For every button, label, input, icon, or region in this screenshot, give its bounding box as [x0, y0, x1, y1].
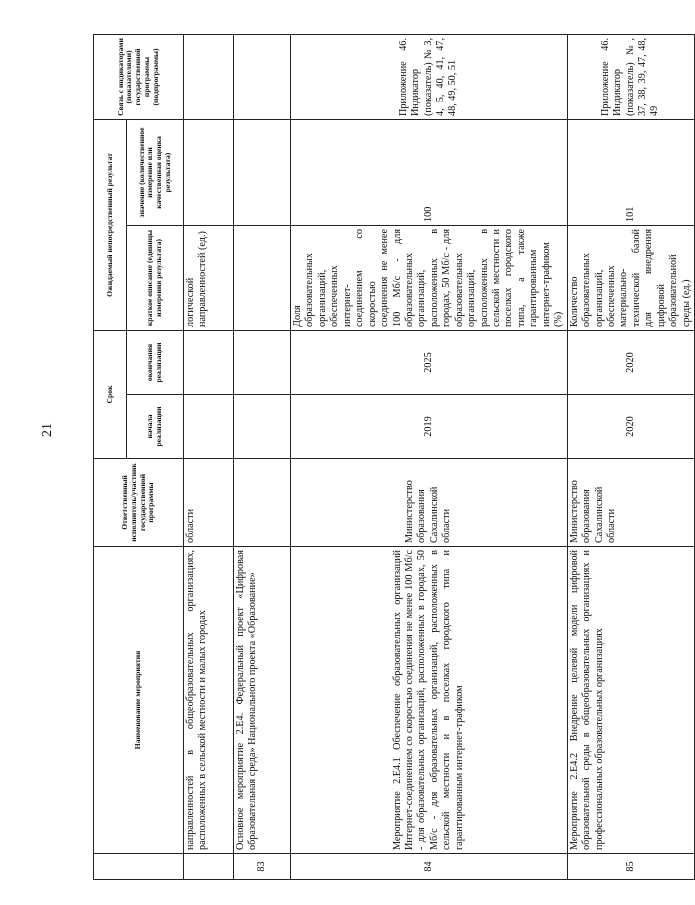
table-row	[234, 34, 291, 879]
header-term: Срок	[94, 330, 127, 458]
row-number	[184, 854, 234, 880]
end-year: 2025	[291, 330, 568, 394]
header-short: краткое описание (единицы измерения результата)	[127, 225, 184, 330]
activity-name: направленностей в общеобразовательных организациях, расположенных в сельской местности и малых городах	[184, 547, 234, 854]
responsible: Министерство образования Сахалинской области	[567, 459, 694, 547]
table-row	[567, 34, 694, 879]
header-start: начала реализации	[127, 395, 184, 459]
row-number: 84	[291, 854, 568, 880]
result-value	[234, 119, 291, 225]
rotated-table-wrapper	[93, 35, 692, 880]
header-result: Ожидаемый непосредственный результат	[94, 119, 127, 330]
start-year: 2020	[567, 395, 694, 459]
end-year: 2020	[567, 330, 694, 394]
page-number: 21	[40, 423, 55, 437]
activity-name: Мероприятие 2.E4.1 Обеспечение образовательных организаций Интернет-соединением со скоростью соединения не менее 100 Мб/с - для образовательных организаций, расположенных в городах, 50 Мб/с - для образовательных организаций, расположенных в сельской местности и в поселках городского типа и гарантированным интернет-трафиком	[291, 547, 568, 854]
start-year	[234, 395, 291, 459]
indicator-link	[184, 34, 234, 119]
indicator-link: Приложение 46. Индикатор (показатель) №, 37, 38, 39, 47, 48, 49	[567, 34, 694, 119]
result-value: 100	[291, 119, 568, 225]
responsible: Министерство образования Сахалинской области	[291, 459, 568, 547]
header-link: Связь с индикаторами (показателями) государственной программы (подпрограммы)	[94, 34, 184, 119]
activity-name: Основное мероприятие 2.E4. Федеральный проект «Цифровая образовательная среда» Национального проекта «Образование»	[234, 547, 291, 854]
header-name: Наименование мероприятия	[94, 547, 184, 854]
row-number: 83	[234, 854, 291, 880]
activity-name: Мероприятие 2.E4.2 Внедрение целевой модели цифровой образовательной среды в общеобразовательных организациях и профессиональных образовательных организациях	[567, 547, 694, 854]
result-description: логической направленностей (ед.)	[184, 225, 234, 330]
result-value	[184, 119, 234, 225]
header-row-1	[94, 34, 127, 879]
result-description: Количество образовательных организаций, обеспеченных материально-технической базой для внедрения цифровой образовательной среды (ед.)	[567, 225, 694, 330]
result-description: Доля образовательных организаций, обеспеченных интернет-соединением со скоростью соединения не менее 100 Мб/с - для образовательных организаций, расположенных в городах, 50 Мб/с - для образовательных организаций, расположенных в сельской местности и поселках городского типа, а также гарантированным интернет-трафиком (%)	[291, 225, 568, 330]
start-year	[184, 395, 234, 459]
end-year	[234, 330, 291, 394]
responsible	[234, 459, 291, 547]
table-row	[184, 34, 234, 879]
indicator-link	[234, 34, 291, 119]
indicator-link: Приложение 46. Индикатор (показатель) № 3, 4, 5, 40, 41, 47, 48, 49, 50, 51	[291, 34, 568, 119]
end-year	[184, 330, 234, 394]
start-year: 2019	[291, 395, 568, 459]
table-row	[291, 34, 568, 879]
row-number: 85	[567, 854, 694, 880]
activities-table	[93, 34, 695, 880]
header-responsible: Ответственный исполнитель/участник государственной программы	[94, 459, 184, 547]
responsible: области	[184, 459, 234, 547]
header-value: значение (количественное измерение или качественная оценка результата)	[127, 119, 184, 225]
result-value: 101	[567, 119, 694, 225]
result-description	[234, 225, 291, 330]
header-end: окончания реализации	[127, 330, 184, 394]
